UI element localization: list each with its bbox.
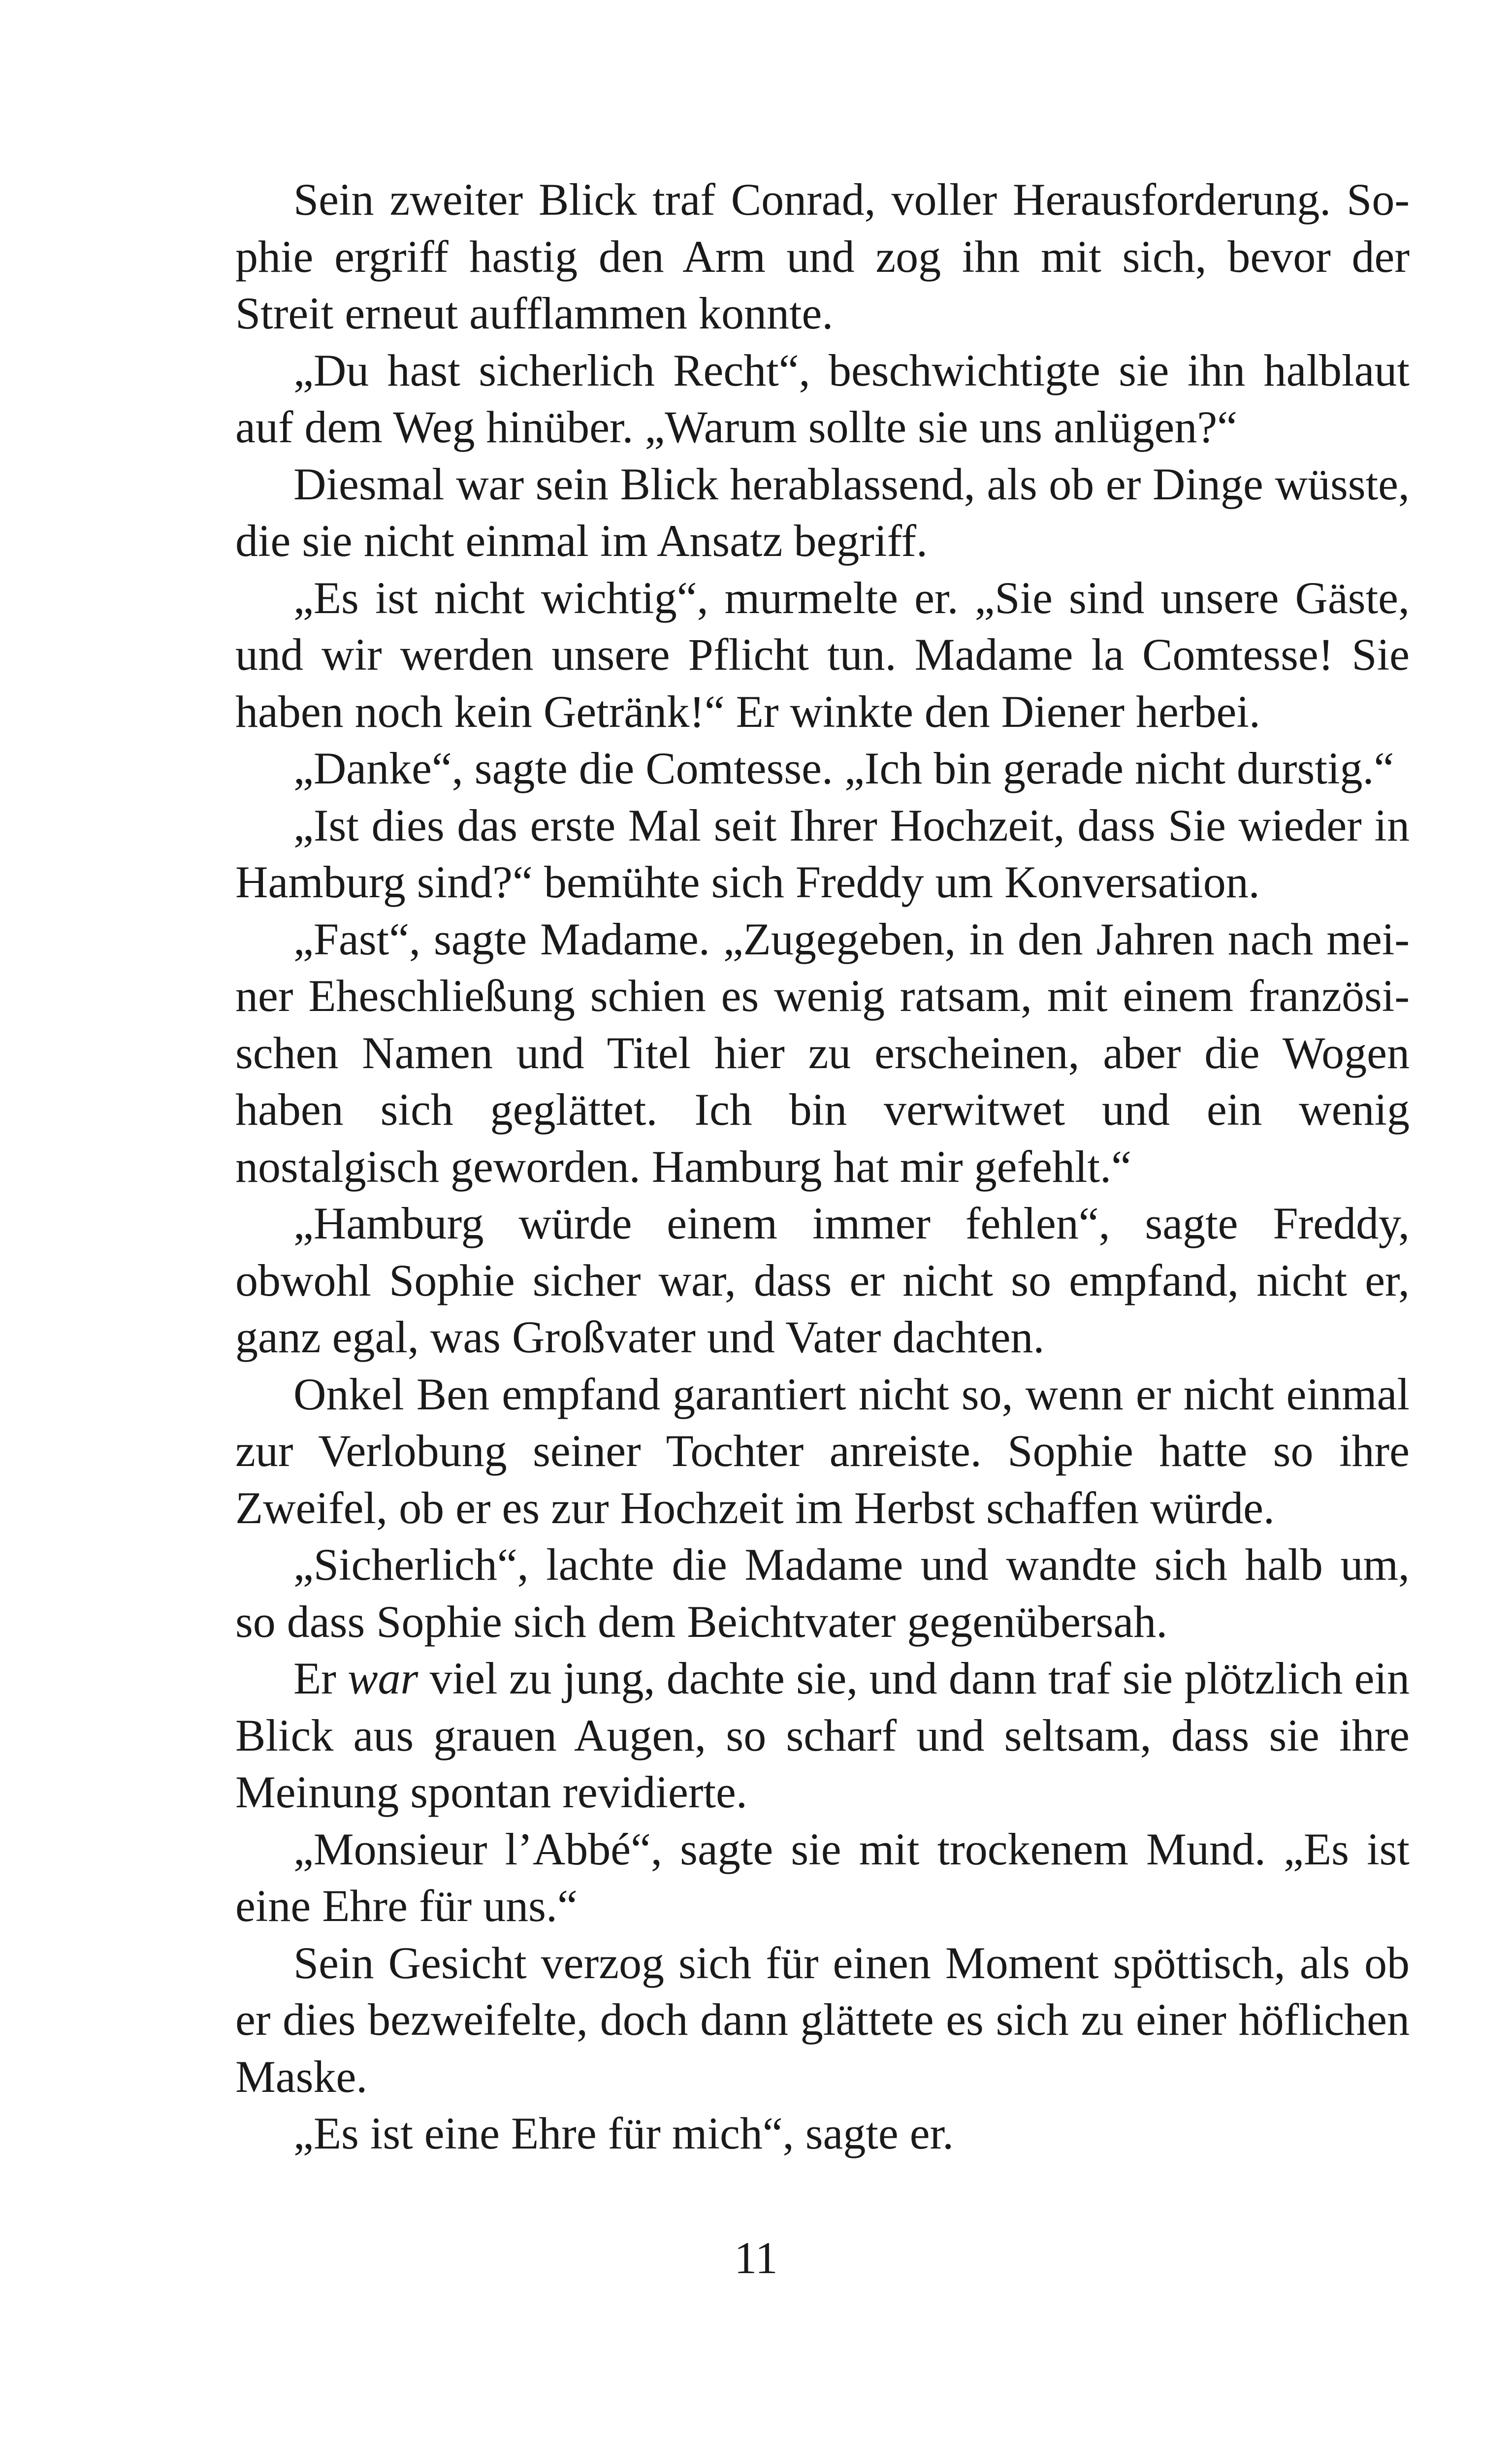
paragraph-10: „Sicherlich“, lachte die Madame und wandte sich halb um, so dass Sophie sich dem Beichtvater gegenübersah.: [235, 1539, 1410, 1647]
paragraph-14: „Es ist eine Ehre für mich“, sagte er.: [293, 2108, 954, 2158]
paragraph-5: „Danke“, sagte die Comtesse. „Ich bin gerade nicht durstig.“: [293, 743, 1394, 793]
paragraph-11-rest: viel zu jung, dachte sie, und dann traf sie plötzlich ein Blick aus grauen Augen, so scharf und seltsam, dass sie ihre Meinung spontan revidierte.: [235, 1653, 1410, 1817]
paragraph-8: „Hamburg würde einem immer fehlen“, sagte Freddy, obwohl Sophie sicher war, dass er nicht so empfand, nicht er, ganz egal, was Großvater und Vater dachten.: [235, 1198, 1410, 1362]
paragraph-4: „Es ist nicht wichtig“, murmelte er. „Sie sind unsere Gäste, und wir werden unsere Pflicht tun. Madame la Comtesse! Sie haben noch kein Getränk!“ Er winkte den Diener herbei.: [235, 572, 1410, 737]
paragraph-2: „Du hast sicherlich Recht“, beschwichtigte sie ihn halblaut auf dem Weg hinüber. „Warum sollte sie uns anlügen?“: [235, 345, 1410, 452]
paragraph-9: Onkel Ben empfand garantiert nicht so, wenn er nicht einmal zur Verlobung seiner Tochter anreiste. Sophie hatte so ihre Zweifel, ob er es zur Hochzeit im Herbst schaffen würde.: [235, 1368, 1410, 1533]
paragraph-1: Sein zweiter Blick traf Conrad, voller Herausforderung. Sophie ergriff hastig den Arm und zog ihn mit sich, bevor der Streit erneut aufflammen konnte.: [235, 174, 1410, 338]
paragraph-11: [235, 1650, 1410, 1821]
paragraph-13: Sein Gesicht verzog sich für einen Moment spöttisch, als ob er dies bezweifelte, doch dann glättete es sich zu einer höflichen Maske.: [235, 1937, 1410, 2102]
paragraph-6: „Ist dies das erste Mal seit Ihrer Hochzeit, dass Sie wieder in Hamburg sind?“ bemühte sich Freddy um Konversation.: [235, 800, 1410, 907]
body-text: [235, 171, 1410, 2162]
emphasis-word: war: [348, 1653, 418, 1703]
paragraph-3: Diesmal war sein Blick herablassend, als ob er Dinge wüsste, die sie nicht einmal im Ansatz begriff.: [235, 458, 1410, 566]
paragraph-11-start: Er: [293, 1653, 348, 1703]
page-number: 11: [734, 2233, 778, 2283]
paragraph-12: „Monsieur l’Abbé“, sagte sie mit trockenem Mund. „Es ist eine Ehre für uns.“: [235, 1824, 1410, 1931]
paragraph-7: „Fast“, sagte Madame. „Zugegeben, in den Jahren nach meiner Eheschließung schien es wenig ratsam, mit einem französischen Namen und Titel hier zu erscheinen, aber die Wogen haben sich geglättet. Ich bin verwitwet und ein wenig nostalgisch geworden. Hamburg hat mir gefehlt.“: [235, 913, 1410, 1192]
